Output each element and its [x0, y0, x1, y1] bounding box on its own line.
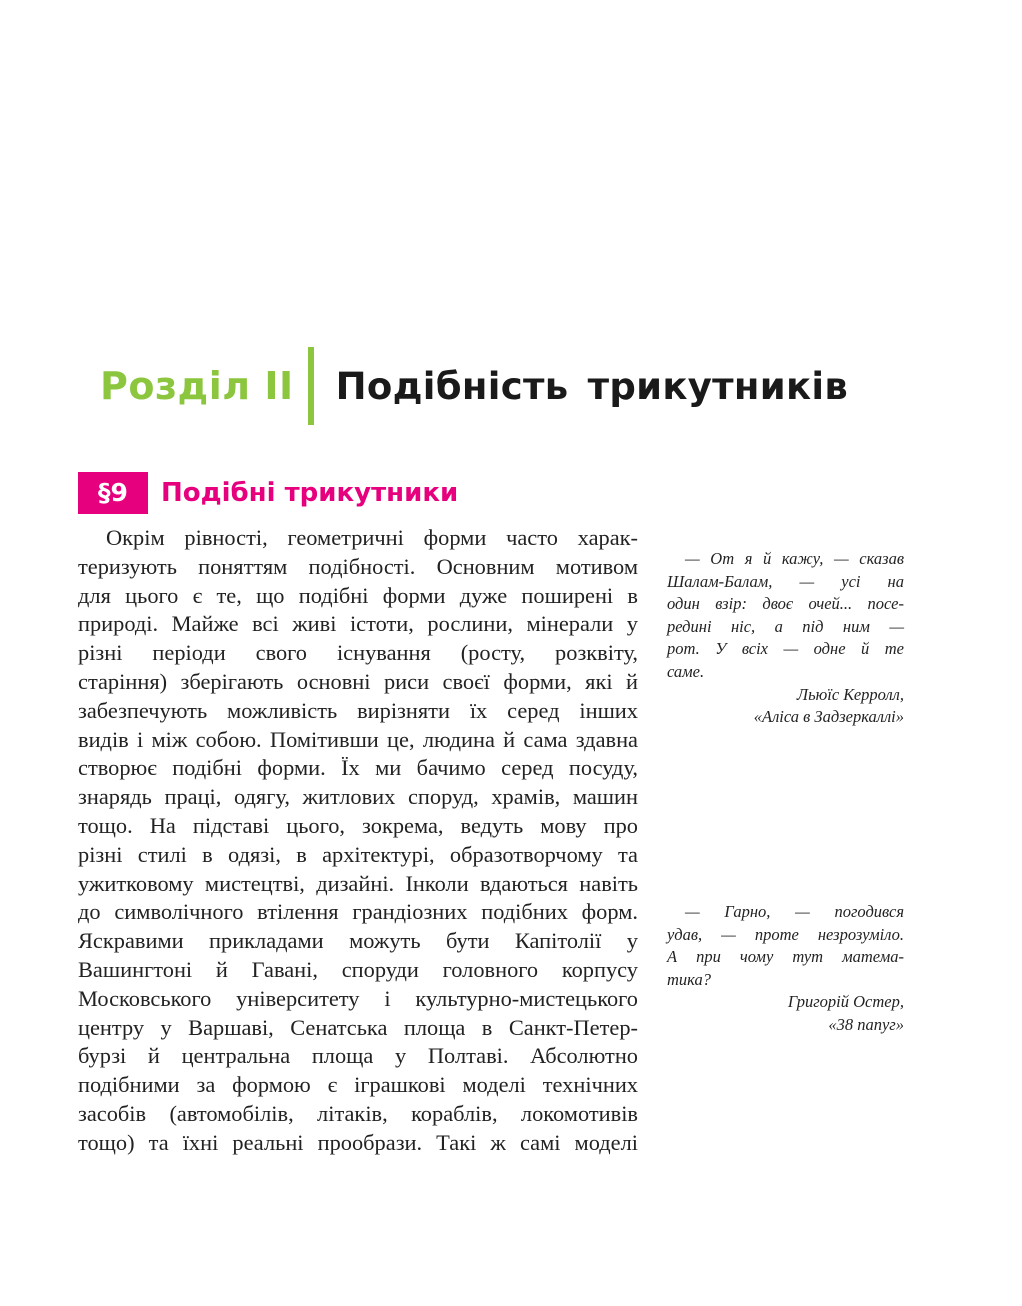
quote-line: — От я й кажу, — сказав [685, 549, 904, 568]
quote-source: «38 папуг» [828, 1014, 904, 1034]
quote-line: рот. У всіх — одне й те [667, 639, 904, 659]
body-line: засобів (автомобілів, літаків, кораблів, локомотивів [78, 1100, 638, 1126]
section-heading [78, 472, 458, 514]
epigraph-quote-oster [667, 901, 904, 1037]
quote-source: «Аліса в Задзеркаллі» [753, 707, 904, 727]
quote-line: один взір: двоє очей... посе- [667, 594, 904, 614]
chapter-heading [100, 346, 848, 426]
body-line: тощо. На підставі цього, зокрема, ведуть мову про [78, 812, 638, 838]
quote-line: удав, — проте незрозуміло. [667, 924, 904, 944]
body-line: ужитковому мистецтві, дизайні. Інколи вдаються навіть [78, 870, 638, 896]
body-line: теризують поняттям подібності. Основним мотивом [78, 553, 638, 579]
quote-line: Шалам-Балам, — усі на [667, 571, 904, 591]
section-title: Подібні трикутники [161, 478, 459, 508]
body-line: старіння) зберігають основні риси своєї форми, які й [78, 668, 638, 694]
chapter-title: Подібність трикутників [335, 364, 849, 408]
quote-author: Льюїс Керролл, [796, 684, 904, 704]
quote-line: — Гарно, — погодився [685, 902, 904, 921]
body-line: тощо) та їхні реальні прообрази. Такі ж самі моделі [78, 1129, 638, 1155]
body-line: різні періоди свого існування (росту, розквіту, [78, 640, 638, 666]
quote-line: А при чому тут матема- [667, 947, 904, 967]
quote-line: тика? [667, 969, 711, 989]
body-line: Яскравими прикладами можуть бути Капітолії у [78, 928, 638, 954]
chapter-divider [308, 347, 314, 425]
body-line: подібними за формою є іграшкові моделі технічних [78, 1072, 638, 1098]
body-line: природі. Майже всі живі істоти, рослини, мінерали у [78, 611, 638, 637]
body-line: для цього є те, що подібні форми дуже поширені в [78, 582, 638, 608]
body-line: різні стилі в одязі, в архітектурі, образотворчому та [78, 841, 638, 867]
body-line: бурзі й центральна площа у Полтаві. Абсолютно [78, 1043, 638, 1069]
quote-author: Григорій Остер, [787, 992, 904, 1012]
quote-line: саме. [667, 661, 705, 681]
body-line: центру у Варшаві, Сенатська площа в Санкт-Петер- [78, 1014, 638, 1040]
body-line: видів і між собою. Помітивши це, людина й сама здавна [78, 726, 638, 752]
section-number: §9 [78, 472, 148, 514]
body-line: створює подібні форми. Їх ми бачимо серед посуду, [78, 755, 638, 781]
body-line: до символічного втілення грандіозних подібних форм. [78, 899, 638, 925]
body-line: Вашингтоні й Гавані, споруди головного корпусу [78, 956, 638, 982]
epigraph-quote-carroll [667, 548, 904, 729]
body-line: Московського університету і культурно-мистецького [78, 985, 638, 1011]
body-line: знарядь праці, одягу, житлових споруд, храмів, машин [78, 784, 638, 810]
body-line: Окрім рівності, геометричні форми часто харак- [106, 525, 638, 550]
body-text [78, 524, 638, 1158]
body-line: забезпечують можливість вирізняти їх серед інших [78, 697, 638, 723]
chapter-label: Розділ ІІ [100, 364, 294, 408]
quote-line: редині ніс, а під ним — [667, 616, 904, 636]
